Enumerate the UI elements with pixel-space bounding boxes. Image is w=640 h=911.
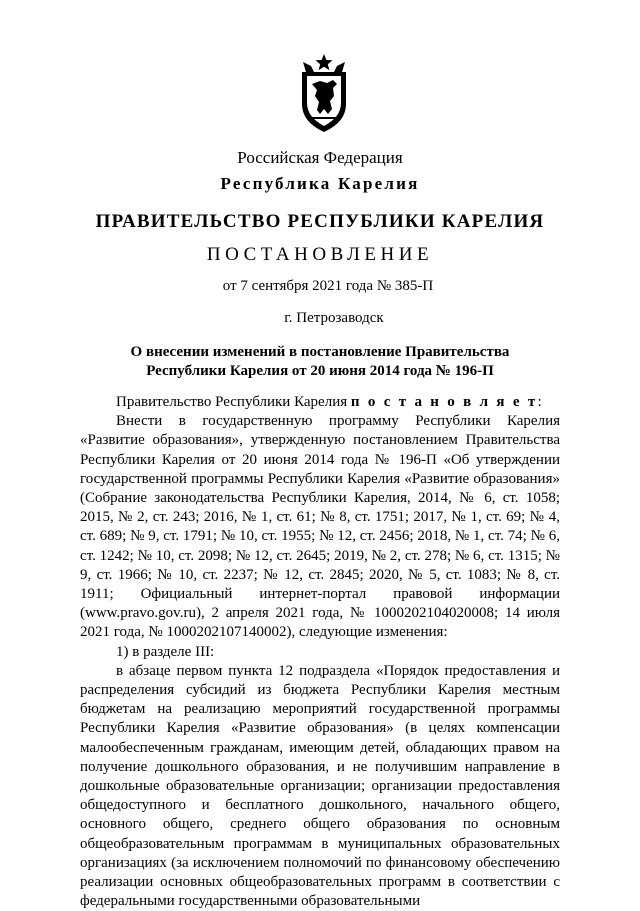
paragraph-subsidies: в абзаце первом пункта 12 подраздела «Порядок предоставления и распределения субсидий из бюджета Республики Карелия местным бюджетам на реализацию мероприятий государственной программы Республики Карелия «Развитие образования» (в целях компенсации малообеспеченным гражданам, имеющим детей, обладающих правом на получение дошкольного образования, и не получившим направление в дошкольные образовательные организации; организации предоставления общедоступного и бесплатного дошкольного, начального общего, основного общего, среднего общего образования по основным общеобразовательным программам в муниципальных образовательных организациях (за исключением полномочий по финансовому обеспечению реализации основных общеобразовательных программ в соответствии с федеральными государственными образовательными	[80, 662, 560, 910]
intro-paragraph	[80, 393, 560, 412]
document-type: ПОСТАНОВЛЕНИЕ	[206, 244, 434, 265]
intro-tail: :	[537, 394, 542, 410]
list-item-1: 1) в разделе III:	[116, 643, 215, 660]
document-city: г. Петрозаводск	[284, 310, 384, 326]
document-title	[90, 343, 550, 381]
document-body	[80, 393, 560, 911]
government-name: ПРАВИТЕЛЬСТВО РЕСПУБЛИКИ КАРЕЛИЯ	[95, 211, 545, 232]
title-line-2: Республики Карелия от 20 июня 2014 года № 196-П	[146, 363, 494, 379]
country-name: Российская Федерация	[237, 148, 403, 167]
document-date-number: от 7 сентября 2021 года № 385-П	[222, 278, 434, 294]
karelia-coat-of-arms-icon	[297, 54, 351, 132]
title-line-1: О внесении изменений в постановление Правительства	[130, 344, 510, 360]
paragraph-amendment: Внести в государственную программу Республики Карелия «Развитие образования», утвержденную постановлением Правительства Республики Карелия от 20 июня 2014 года № 196-П «Об утверждении государственной программы Республики Карелия «Развитие образования» (Собрание законодательства Республики Карелия, 2014, № 6, ст. 1058; 2015, № 2, ст. 243; 2016, № 1, ст. 61; № 8, ст. 1751; 2017, № 1, ст. 69; № 4, ст. 689; № 9, ст. 1791; № 10, ст. 1955; № 12, ст. 2456; 2018, № 1, ст. 74; № 6, ст. 1242; № 10, ст. 2098; № 12, ст. 2645; 2019, № 2, ст. 278; № 6, ст. 1315; № 9, ст. 1966; № 10, ст. 2237; № 12, ст. 2845; 2020, № 5, ст. 1083; № 8, ст. 1911; Официальный интернет-портал правовой информации (www.pravo.gov.ru), 2 апреля 2021 года, № 1000202104020008; 14 июля 2021 года, № 1000202107140002), следующие изменения:	[80, 413, 560, 641]
intro-lead: Правительство Республики Карелия	[116, 394, 351, 410]
intro-verb: п о с т а н о в л я е т	[350, 394, 538, 410]
republic-name: Республика Карелия	[220, 174, 420, 193]
